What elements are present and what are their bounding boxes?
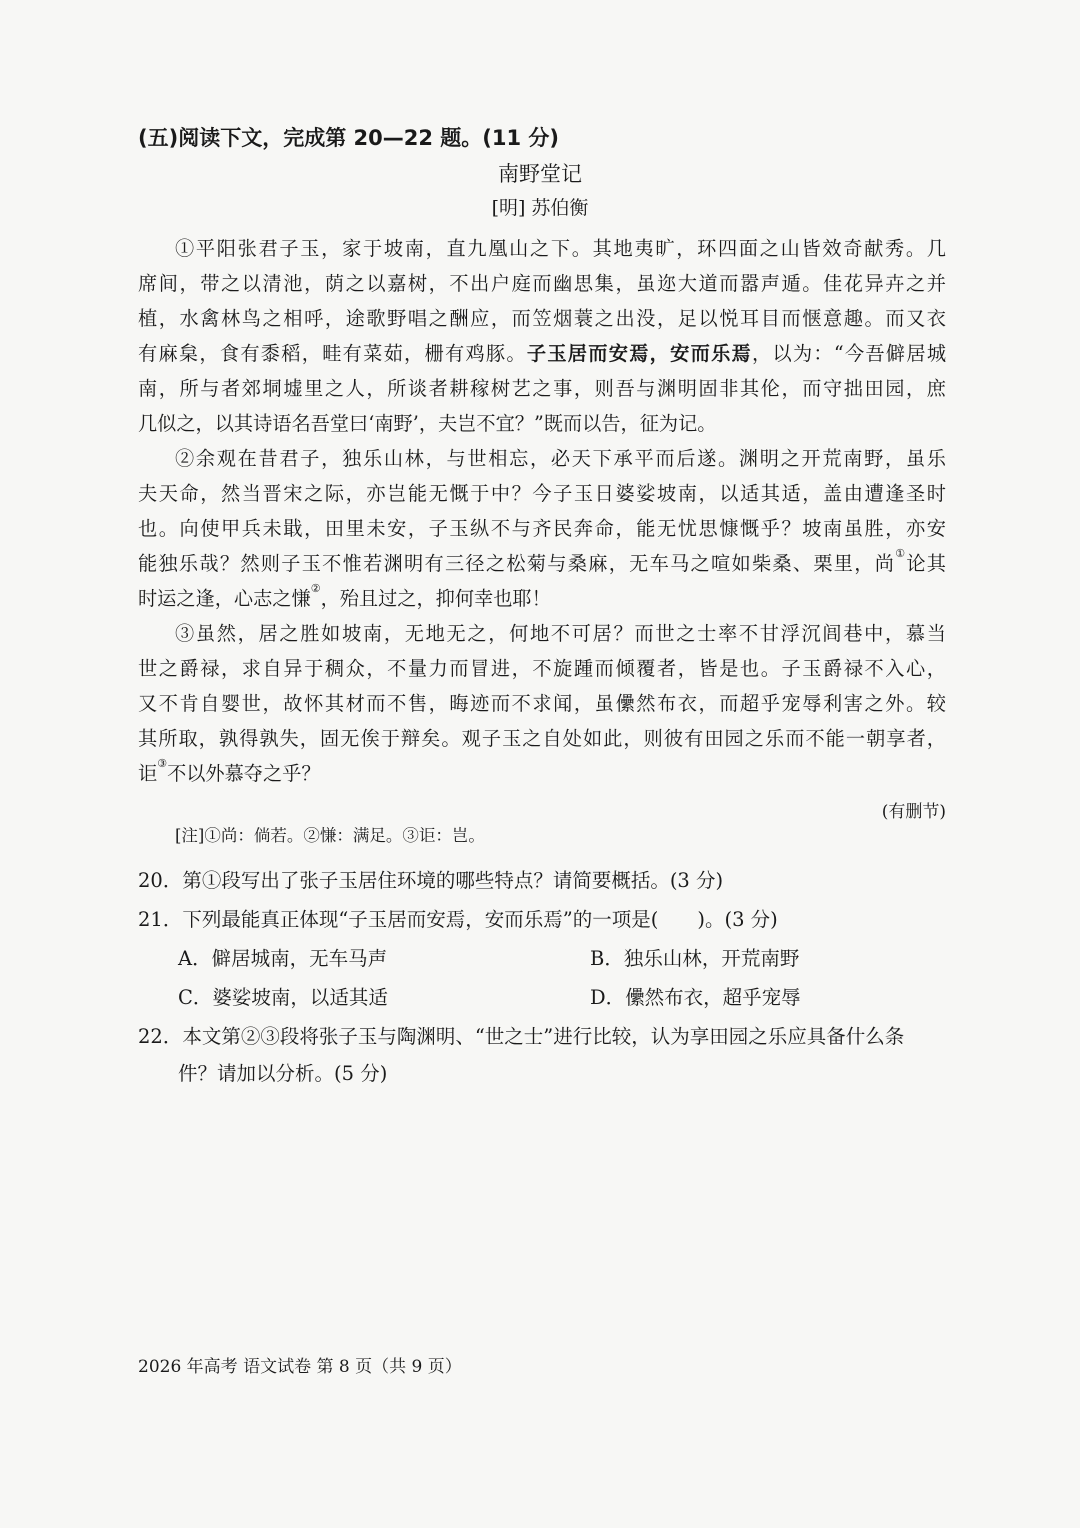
- passage-line: ③虽然，居之胜如坡南，无地无之，何地不可居？而世之士率不甘浮沉闾巷中，慕当: [175, 622, 946, 645]
- question-20: 20．第①段写出了张子玉居住环境的哪些特点？请简要概括。(3 分): [138, 869, 724, 892]
- source-note: (有删节): [881, 802, 946, 822]
- passage-text: ，以为：“今吾僻居城: [752, 342, 947, 365]
- passage-line: 也。向使甲兵未戢，田里未安，子玉纵不与齐民奔命，能无忧思慷慨乎？坡南虽胜，亦安: [138, 517, 946, 540]
- footnote-mark: ②: [310, 582, 321, 595]
- passage-text: 能独乐哉？然则子玉不惟若渊明有三径之松菊与桑麻，无车马之喧如柴桑、栗里，尚: [138, 552, 896, 575]
- passage-text: 不以外慕夺之乎？: [167, 762, 321, 785]
- option-b: B．独乐山林，开荒南野: [590, 947, 800, 970]
- passage-line: ②余观在昔君子，独乐山林，与世相忘，必天下承平而后遂。渊明之开荒南野，虽乐: [175, 447, 946, 470]
- passage-line: 世之爵禄，求自异于稠众，不量力而冒进，不旋踵而倾覆者，皆是也。子玉爵禄不入心，: [138, 657, 946, 680]
- question-22: 22．本文第②③段将张子玉与陶渊明、“世之士”进行比较，认为享田园之乐应具备什么条: [138, 1025, 905, 1048]
- footnote-mark: ③: [157, 757, 168, 770]
- passage-line: 植，水禽林鸟之相呼，途歌野唱之酬应，而笠烟蓑之出没，足以悦耳目而惬意趣。而又衣: [138, 307, 946, 330]
- article-title: 南野堂记: [498, 162, 582, 186]
- passage-line: ①平阳张君子玉，家于坡南，直九凰山之下。其地夷旷，环四面之山皆效奇献秀。几: [175, 237, 946, 260]
- passage-line: 席间，带之以清池，荫之以嘉树，不出户庭而幽思集，虽迩大道而嚣声遁。佳花异卉之并: [138, 272, 946, 295]
- passage-line: [138, 339, 946, 366]
- passage-text: 讵: [138, 762, 158, 785]
- passage-line: [138, 759, 946, 786]
- question-22-continued: 件？请加以分析。(5 分): [178, 1062, 388, 1085]
- passage-text: 论其: [906, 552, 946, 575]
- passage-line: 几似之，以其诗语名吾堂曰‘南野’，夫岂不宜？”既而以告，征为记。: [138, 412, 717, 435]
- option-c: C．婆娑坡南，以适其适: [178, 986, 388, 1009]
- passage-text: ，殆且过之，抑何幸也耶！: [320, 587, 551, 610]
- question-21: 21．下列最能真正体现“子玉居而安焉，安而乐焉”的一项是( )。(3 分): [138, 908, 778, 931]
- article-author: [明] 苏伯衡: [491, 197, 589, 219]
- section-heading: (五)阅读下文，完成第 20—22 题。(11 分): [138, 126, 559, 150]
- passage-line: [138, 584, 946, 611]
- passage-line: 又不肯自婴世，故怀其材而不售，晦迹而不求闻，虽儽然布衣，而超乎宠辱利害之外。较: [138, 692, 946, 715]
- page-footer: 2026 年高考 语文试卷 第 8 页（共 9 页）: [138, 1357, 462, 1377]
- footnote: [注]①尚：倘若。②慊：满足。③讵：岂。: [175, 826, 485, 845]
- passage-line: [138, 549, 946, 576]
- passage-text: 时运之逢，心志之慊: [138, 587, 311, 610]
- passage-text: 有麻枲，食有黍稻，畦有菜茹，栅有鸡豚。: [138, 342, 527, 365]
- bold-phrase: 子玉居而安焉，安而乐焉: [526, 342, 753, 365]
- passage-line: 南，所与者郊垌墟里之人，所谈者耕稼树艺之事，则吾与渊明固非其伦，而守拙田园，庶: [138, 377, 946, 400]
- passage-line: 其所取，孰得孰失，固无俟于辩矣。观子玉之自处如此，则彼有田园之乐而不能一朝享者，: [138, 727, 946, 750]
- passage-line: 夫天命，然当晋宋之际，亦岂能无慨于中？今子玉日婆娑坡南，以适其适，盖由遭逢圣时: [138, 482, 946, 505]
- footnote-mark: ①: [895, 547, 907, 560]
- option-a: A．僻居城南，无车马声: [178, 947, 388, 970]
- option-d: D．儽然布衣，超乎宠辱: [590, 986, 801, 1009]
